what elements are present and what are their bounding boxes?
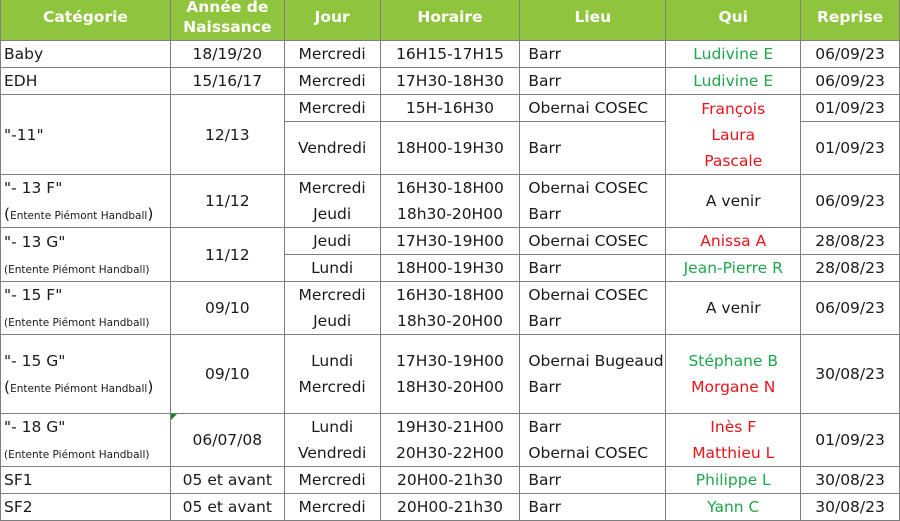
header-lieu: Lieu (520, 0, 666, 41)
header-annee-line1: Année de (186, 0, 269, 16)
cell-jour (284, 282, 380, 335)
cell-reprise: 06/09/23 (801, 41, 900, 68)
cell-jour: Mercredi (284, 95, 380, 122)
cell-qui (666, 335, 801, 414)
category-note: Entente Piémont Handball (10, 383, 148, 395)
header-annee (170, 0, 284, 41)
cell-jour (284, 414, 380, 467)
header-row (1, 0, 900, 41)
cell-horaire (380, 175, 520, 228)
place-label: Obernai COSEC (528, 286, 649, 304)
time-label: 17H30-19H00 (396, 352, 504, 370)
cell-lieu: Barr (520, 41, 666, 68)
table-row-u13f (1, 175, 900, 228)
cell-annee: 09/10 (170, 282, 284, 335)
cell-reprise: 30/08/23 (801, 467, 900, 494)
cell-qui: A venir (666, 282, 801, 335)
cell-qui: Anissa A (666, 228, 801, 255)
cell-reprise: 30/08/23 (801, 494, 900, 521)
cell-annee: 06/07/08 (170, 414, 284, 467)
day-label: Mercredi (298, 378, 366, 396)
day-label: Lundi (311, 352, 354, 370)
header-annee-line2: Naissance (183, 18, 272, 36)
header-jour: Jour (284, 0, 380, 41)
category-note: (Entente Piémont Handball) (4, 449, 150, 461)
table-row-u13g-a (1, 228, 900, 255)
cell-horaire: 20H00-21h30 (380, 494, 520, 521)
table-row-sf2 (1, 494, 900, 521)
table-row-u18g (1, 414, 900, 467)
day-label: Jeudi (313, 205, 352, 223)
cell-lieu: Barr (520, 68, 666, 95)
cell-horaire: 17H30-18H30 (380, 68, 520, 95)
cell-categorie: "- 13 F" (Entente Piémont Handball) (1, 175, 171, 228)
time-label: 20H30-22H00 (396, 444, 504, 462)
cell-annee: 15/16/17 (170, 68, 284, 95)
coach-name: Matthieu L (692, 444, 775, 462)
time-label: 16H30-18H00 (396, 179, 504, 197)
category-name: "- 15 G" (4, 352, 66, 370)
cell-reprise: 06/09/23 (801, 175, 900, 228)
cell-lieu (520, 175, 666, 228)
cell-lieu: Barr (520, 122, 666, 175)
cell-jour: Jeudi (284, 228, 380, 255)
header-reprise: Reprise (801, 0, 900, 41)
category-name: "- 18 G" (4, 418, 66, 436)
cell-categorie (1, 228, 171, 282)
cell-lieu (520, 282, 666, 335)
header-qui: Qui (666, 0, 801, 41)
cell-lieu (520, 414, 666, 467)
cell-jour: Mercredi (284, 41, 380, 68)
cell-jour: Mercredi (284, 467, 380, 494)
time-label: 18H30-20H00 (396, 378, 504, 396)
cell-categorie: "-11" (1, 95, 171, 175)
coach-name: Morgane N (691, 378, 776, 396)
cell-annee: 05 et avant (170, 494, 284, 521)
cell-reprise: 28/08/23 (801, 228, 900, 255)
cell-lieu: Obernai COSEC (520, 95, 666, 122)
cell-annee: 18/19/20 (170, 41, 284, 68)
table-row-u15f (1, 282, 900, 335)
category-note: Entente Piémont Handball (10, 210, 148, 222)
cell-qui (666, 414, 801, 467)
cell-categorie: "- 15 G" (Entente Piémont Handball) (1, 335, 171, 414)
cell-qui: Jean-Pierre R (666, 255, 801, 282)
cell-categorie: SF2 (1, 494, 171, 521)
cell-lieu (520, 335, 666, 414)
cell-categorie: EDH (1, 68, 171, 95)
cell-qui: Ludivine E (666, 41, 801, 68)
place-label: Obernai COSEC (528, 444, 649, 462)
table-row-u11-a (1, 95, 900, 122)
day-label: Mercredi (298, 286, 366, 304)
coach-name: François (701, 99, 766, 118)
header-categorie: Catégorie (1, 0, 171, 41)
day-label: Jeudi (313, 312, 352, 330)
cell-horaire: 17H30-19H00 (380, 228, 520, 255)
table-row-sf1 (1, 467, 900, 494)
category-name: "- 13 F" (4, 179, 63, 197)
cell-qui: A venir (666, 175, 801, 228)
place-label: Obernai COSEC (528, 179, 649, 197)
cell-annee: 11/12 (170, 175, 284, 228)
coach-name: Inès F (710, 418, 757, 436)
cell-horaire (380, 282, 520, 335)
table-row-u15g (1, 335, 900, 414)
cell-lieu: Barr (520, 494, 666, 521)
place-label: Barr (528, 312, 561, 330)
cell-reprise: 06/09/23 (801, 282, 900, 335)
cell-qui: Yann C (666, 494, 801, 521)
cell-horaire (380, 414, 520, 467)
cell-jour: Vendredi (284, 122, 380, 175)
day-label: Vendredi (297, 444, 367, 462)
cell-annee: 11/12 (170, 228, 284, 282)
time-label: 18h30-20H00 (396, 205, 503, 223)
category-name: "- 15 F" (4, 286, 63, 304)
cell-categorie: SF1 (1, 467, 171, 494)
cell-categorie: Baby (1, 41, 171, 68)
cell-reprise: 01/09/23 (801, 122, 900, 175)
cell-reprise: 28/08/23 (801, 255, 900, 282)
cell-jour (284, 335, 380, 414)
header-horaire: Horaire (380, 0, 520, 41)
cell-horaire: 16H15-17H15 (380, 41, 520, 68)
place-label: Barr (528, 418, 561, 436)
cell-lieu: Barr (520, 467, 666, 494)
coach-name: Pascale (704, 151, 763, 170)
table-row-edh (1, 68, 900, 95)
cell-jour: Mercredi (284, 68, 380, 95)
cell-qui (666, 95, 801, 175)
cell-reprise: 06/09/23 (801, 68, 900, 95)
day-label: Mercredi (298, 179, 366, 197)
cell-horaire: 18H00-19H30 (380, 255, 520, 282)
cell-horaire: 18H00-19H30 (380, 122, 520, 175)
day-label: Lundi (311, 418, 354, 436)
coach-name: Stéphane B (688, 352, 778, 370)
time-label: 16H30-18H00 (396, 286, 504, 304)
time-label: 19H30-21H00 (396, 418, 504, 436)
category-note: (Entente Piémont Handball) (4, 263, 150, 276)
cell-lieu: Obernai COSEC (520, 228, 666, 255)
place-label: Barr (528, 378, 561, 396)
cell-jour: Mercredi (284, 494, 380, 521)
place-label: Obernai Bugeaud (528, 352, 664, 370)
cell-jour (284, 175, 380, 228)
cell-annee: 12/13 (170, 95, 284, 175)
cell-reprise: 30/08/23 (801, 335, 900, 414)
cell-horaire: 15H-16H30 (380, 95, 520, 122)
coach-name: Laura (711, 125, 756, 144)
cell-reprise: 01/09/23 (801, 95, 900, 122)
cell-qui: Philippe L (666, 467, 801, 494)
table-row-baby (1, 41, 900, 68)
cell-annee: 09/10 (170, 335, 284, 414)
cell-qui: Ludivine E (666, 68, 801, 95)
cell-lieu: Barr (520, 255, 666, 282)
cell-categorie (1, 282, 171, 335)
cell-horaire (380, 335, 520, 414)
cell-comment-marker (171, 414, 177, 420)
cell-reprise: 01/09/23 (801, 414, 900, 467)
place-label: Barr (528, 205, 561, 223)
cell-categorie (1, 414, 171, 467)
cell-annee: 05 et avant (170, 467, 284, 494)
time-label: 18h30-20H00 (396, 312, 503, 330)
cell-jour: Lundi (284, 255, 380, 282)
category-name: "- 13 G" (4, 232, 66, 251)
category-note: (Entente Piémont Handball) (4, 317, 150, 329)
cell-horaire: 20H00-21h30 (380, 467, 520, 494)
